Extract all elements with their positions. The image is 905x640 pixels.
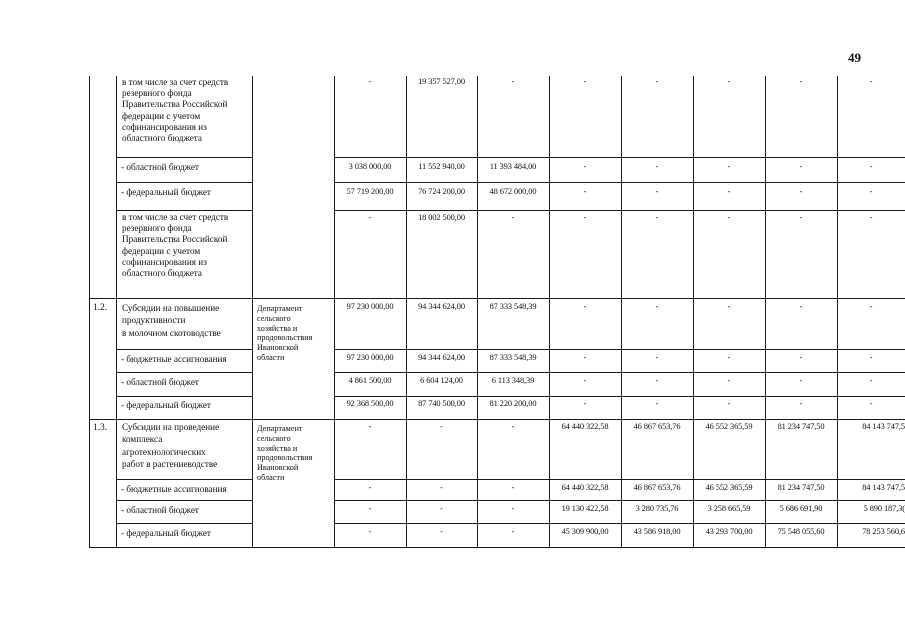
amount-cell: - — [869, 353, 873, 362]
amount-cell: 75 548 055,60 — [777, 527, 825, 536]
table-grid-line — [117, 182, 252, 183]
row-title-dairy-subsidy: Субсидии на повышение продуктивности в молочном скотоводстве — [122, 303, 221, 338]
amount-cell: 97 230 000,00 — [346, 353, 394, 362]
amount-cell: - — [655, 213, 659, 222]
table-grid-line — [334, 157, 905, 158]
table-grid-line — [406, 76, 407, 548]
table-grid-line — [116, 76, 117, 548]
table-grid-line — [334, 523, 905, 524]
table-grid-line — [89, 298, 905, 299]
amount-cell: 97 230 000,00 — [346, 302, 394, 311]
budget-table — [89, 76, 905, 548]
table-grid-line — [334, 182, 905, 183]
amount-cell: 43 586 918,00 — [633, 527, 681, 536]
amount-cell: - — [727, 399, 731, 408]
amount-cell: 64 440 322,58 — [561, 422, 609, 431]
amount-cell: 46 867 653,76 — [633, 422, 681, 431]
table-grid-line — [89, 547, 905, 548]
amount-cell: - — [583, 213, 587, 222]
amount-cell: 64 440 322,58 — [561, 483, 609, 492]
row-label-regional-budget: - областной бюджет — [121, 505, 199, 515]
amount-cell: - — [511, 213, 515, 222]
row-title-agrotech-subsidy: Субсидии на проведение комплекса агротехнологических работ в растениеводстве — [122, 422, 220, 470]
table-grid-line — [549, 76, 550, 548]
amount-cell: 3 038 000,00 — [348, 162, 392, 171]
amount-cell: 6 604 124,00 — [420, 376, 463, 385]
amount-cell: 46 552 365,59 — [705, 422, 753, 431]
table-grid-line — [117, 372, 252, 373]
row-label-budget-allocations: - бюджетные ассигнования — [121, 354, 227, 364]
amount-cell: - — [727, 187, 731, 196]
table-grid-line — [117, 210, 252, 211]
amount-cell: 5 686 691,90 — [779, 504, 823, 513]
amount-cell: 87 333 548,39 — [489, 302, 537, 311]
amount-cell: - — [368, 527, 372, 536]
table-grid-line — [334, 372, 905, 373]
amount-cell: 46 867 653,76 — [633, 483, 681, 492]
amount-cell: - — [583, 399, 587, 408]
row-label-regional-budget: - областной бюджет — [121, 377, 199, 387]
amount-cell: - — [368, 422, 372, 431]
table-grid-line — [89, 419, 905, 420]
amount-cell: - — [440, 483, 443, 492]
amount-cell: 87 740 500,00 — [418, 399, 465, 408]
amount-cell: 78 253 560,6 — [862, 527, 905, 536]
table-grid-line — [765, 76, 766, 548]
amount-cell: - — [727, 353, 731, 362]
amount-cell: 81 234 747,50 — [777, 483, 825, 492]
table-grid-line — [334, 349, 905, 350]
amount-cell: - — [799, 213, 803, 222]
row-label-regional-budget: - областной бюджет — [121, 162, 199, 172]
amount-cell: - — [655, 399, 659, 408]
amount-cell: - — [511, 504, 515, 513]
amount-cell: 46 552 365,59 — [705, 483, 753, 492]
row-label-federal-budget: - федеральный бюджет — [121, 400, 211, 410]
row-text-reserve-fund-1: в том числе за счет средств резервного фонда Правительства Российской федерации с учетом софинансирования из областного бюджета — [122, 77, 229, 144]
amount-cell: 11 393 484,00 — [489, 162, 537, 171]
table-grid-line — [117, 396, 252, 397]
table-grid-line — [117, 500, 252, 501]
amount-cell: - — [583, 162, 587, 171]
amount-cell: 48 672 000,00 — [489, 187, 537, 196]
amount-cell: - — [799, 162, 803, 171]
row-label-budget-allocations: - бюджетные ассигнования — [121, 484, 227, 494]
table-grid-line — [477, 76, 478, 548]
amount-cell: - — [655, 77, 659, 86]
amount-cell: - — [869, 162, 873, 171]
amount-cell: - — [799, 77, 803, 86]
amount-cell: 84 143 747,5 — [862, 483, 905, 492]
amount-cell: - — [727, 302, 731, 311]
responsible-department: Департамент сельского хозяйства и продовольствия Ивановской области — [257, 424, 313, 482]
table-grid-line — [837, 76, 838, 548]
page-number: 49 — [848, 50, 861, 65]
amount-cell: - — [799, 353, 803, 362]
amount-cell: 6 113 348,39 — [491, 376, 535, 385]
amount-cell: - — [869, 399, 873, 408]
amount-cell: - — [440, 422, 443, 431]
amount-cell: - — [869, 187, 873, 196]
amount-cell: 5 890 187,3( — [863, 504, 905, 513]
amount-cell: - — [368, 483, 372, 492]
amount-cell: - — [511, 483, 515, 492]
amount-cell: 94 344 624,00 — [418, 353, 465, 362]
amount-cell: - — [511, 77, 515, 86]
row-text-reserve-fund-2: в том числе за счет средств резервного фонда Правительства Российской федерации с учетом софинансирования из областного бюджета — [122, 212, 229, 279]
table-grid-line — [117, 349, 252, 350]
amount-cell: - — [655, 376, 659, 385]
row-label-federal-budget: - федеральный бюджет — [121, 187, 211, 197]
table-grid-line — [334, 479, 905, 480]
amount-cell: - — [583, 77, 587, 86]
amount-cell: 87 333 548,39 — [489, 353, 537, 362]
amount-cell: - — [869, 77, 873, 86]
amount-cell: - — [440, 504, 443, 513]
row-number: 1.3. — [93, 423, 108, 433]
table-grid-line — [117, 157, 252, 158]
amount-cell: - — [799, 302, 803, 311]
amount-cell: - — [727, 162, 731, 171]
amount-cell: 4 861 500,00 — [348, 376, 392, 385]
amount-cell: - — [368, 213, 372, 222]
amount-cell: - — [869, 302, 873, 311]
table-grid-line — [693, 76, 694, 548]
table-grid-line — [334, 396, 905, 397]
amount-cell: 19 130 422,58 — [561, 504, 609, 513]
amount-cell: 3 258 665,59 — [707, 504, 751, 513]
amount-cell: 45 309 900,00 — [561, 527, 609, 536]
table-grid-line — [252, 76, 253, 548]
amount-cell: 81 220 200,00 — [489, 399, 537, 408]
responsible-department: Департамент сельского хозяйства и продовольствия Ивановской области — [257, 304, 313, 362]
amount-cell: 81 234 747,50 — [777, 422, 825, 431]
table-grid-line — [117, 523, 252, 524]
table-grid-line — [334, 76, 335, 548]
amount-cell: - — [511, 527, 515, 536]
amount-cell: - — [869, 376, 873, 385]
amount-cell: 18 002 500,00 — [418, 213, 465, 222]
amount-cell: - — [799, 399, 803, 408]
amount-cell: 94 344 624,00 — [418, 302, 465, 311]
amount-cell: - — [799, 187, 803, 196]
amount-cell: - — [583, 187, 587, 196]
amount-cell: - — [583, 353, 587, 362]
amount-cell: 92 368 500,00 — [346, 399, 394, 408]
table-grid-line — [334, 500, 905, 501]
amount-cell: - — [440, 527, 443, 536]
amount-cell: - — [655, 187, 659, 196]
amount-cell: 76 724 200,00 — [418, 187, 465, 196]
amount-cell: 19 357 527,00 — [418, 77, 465, 86]
amount-cell: - — [655, 302, 659, 311]
table-grid-line — [621, 76, 622, 548]
row-number: 1.2. — [93, 303, 108, 313]
amount-cell: 84 143 747,5 — [862, 422, 905, 431]
amount-cell: - — [727, 213, 731, 222]
amount-cell: 57 719 200,00 — [346, 187, 394, 196]
amount-cell: - — [511, 422, 515, 431]
table-grid-line — [89, 76, 90, 548]
amount-cell: 43 293 700,00 — [705, 527, 753, 536]
amount-cell: - — [727, 77, 731, 86]
amount-cell: 11 552 940,00 — [418, 162, 465, 171]
amount-cell: - — [727, 376, 731, 385]
amount-cell: - — [368, 77, 372, 86]
amount-cell: - — [655, 353, 659, 362]
amount-cell: - — [799, 376, 803, 385]
amount-cell: - — [583, 376, 587, 385]
amount-cell: - — [869, 213, 873, 222]
table-grid-line — [117, 479, 252, 480]
amount-cell: 3 280 735,76 — [635, 504, 679, 513]
row-label-federal-budget: - федеральный бюджет — [121, 528, 211, 538]
amount-cell: - — [368, 504, 372, 513]
amount-cell: - — [583, 302, 587, 311]
table-grid-line — [334, 210, 905, 211]
amount-cell: - — [655, 162, 659, 171]
